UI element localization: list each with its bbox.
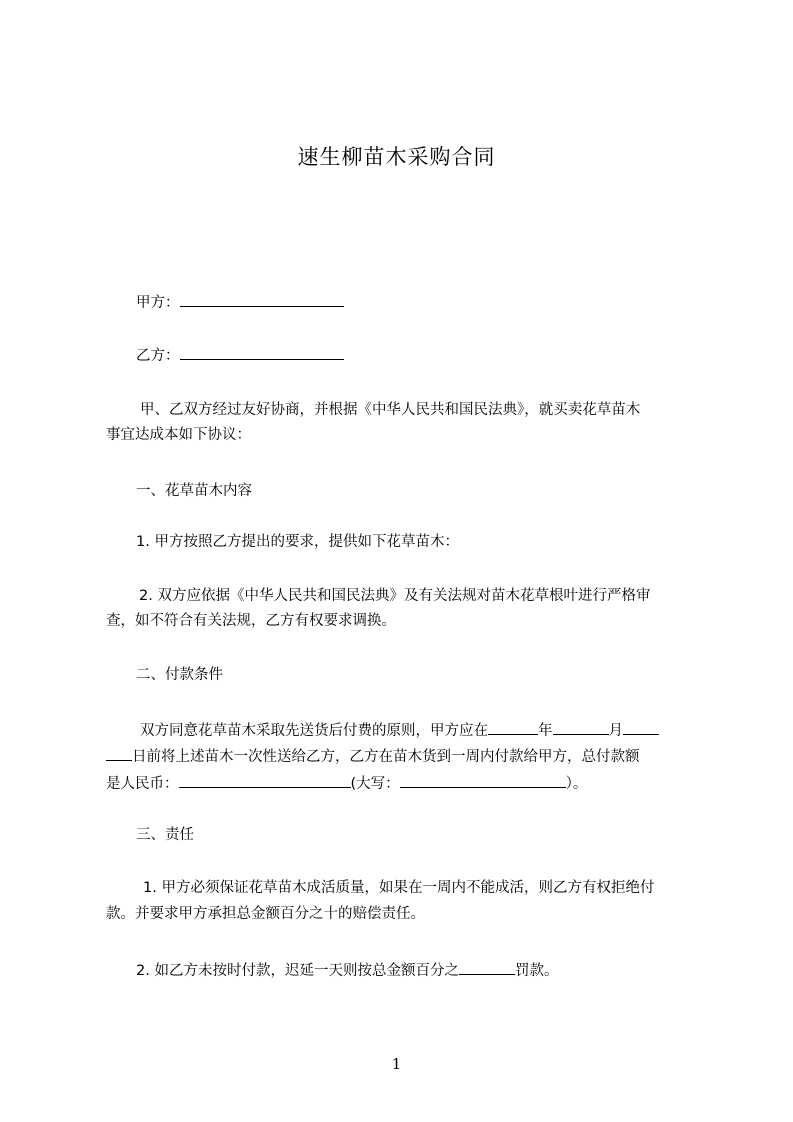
day-blank-start: [623, 719, 659, 735]
amount-label: 是人民币：: [106, 776, 179, 792]
section-1-item-2-line-2: 查，如不符合有关法规，乙方有权要求调换。: [106, 613, 396, 629]
section-2-line-3: [106, 772, 706, 794]
party-b-blank: [180, 344, 344, 360]
section-1-item-1: 1. 甲方按照乙方提出的要求，提供如下花草苗木：: [136, 534, 459, 550]
payment-intro-text: 双方同意花草苗木采取先送货后付费的原则，甲方应在: [140, 723, 488, 739]
intro-line-1: 甲、乙双方经过友好协商，并根据《中华人民共和国民法典》，就买卖花草苗木: [140, 402, 641, 418]
section-2-line-2: [106, 745, 706, 767]
month-blank: [553, 719, 609, 735]
amount-words-label: (大写：: [350, 776, 400, 792]
year-blank: [488, 719, 538, 735]
section-3-heading: 三、责任: [136, 827, 194, 843]
section-3-item-1-line-1: 1. 甲方必须保证花草苗木成活质量，如果在一周内不能成活，则乙方有权拒绝付: [143, 880, 655, 896]
intro-line-2: 事宜达成本如下协议：: [106, 427, 251, 443]
party-a-line: [136, 291, 706, 313]
amount-close: ）。: [565, 776, 588, 792]
amount-words-blank: [400, 772, 566, 788]
delivery-text: 日前将上述苗木一次性送给乙方，乙方在苗木货到一周内付款给甲方，总付款额: [132, 749, 640, 765]
month-label: 月: [608, 723, 623, 739]
penalty-percent-blank: [459, 959, 515, 975]
section-3-item-1-line-2: 款。并要求甲方承担总金额百分之十的赔偿责任。: [106, 906, 425, 922]
section-3-item-2: [136, 959, 706, 981]
year-label: 年: [538, 723, 553, 739]
amount-blank: [179, 772, 351, 788]
page-number: 1: [391, 1055, 402, 1073]
penalty-label: 罚款。: [514, 963, 559, 979]
party-a-label: 甲方：: [136, 295, 180, 311]
late-payment-text: 2. 如乙方未按时付款，迟延一天则按总金额百分之: [136, 963, 459, 979]
section-2-line-1: [140, 719, 740, 741]
section-2-heading: 二、付款条件: [136, 667, 223, 683]
party-b-label: 乙方：: [136, 348, 180, 364]
section-1-heading: 一、花草苗木内容: [136, 483, 252, 499]
party-a-blank: [180, 291, 344, 307]
section-1-item-2-line-1: 2. 双方应依据《中华人民共和国民法典》及有关法规对苗木花草根叶进行严格审: [139, 588, 651, 604]
party-b-line: [136, 344, 706, 366]
day-blank-end: [106, 745, 132, 761]
document-title: 速生柳苗木采购合同: [297, 145, 496, 169]
